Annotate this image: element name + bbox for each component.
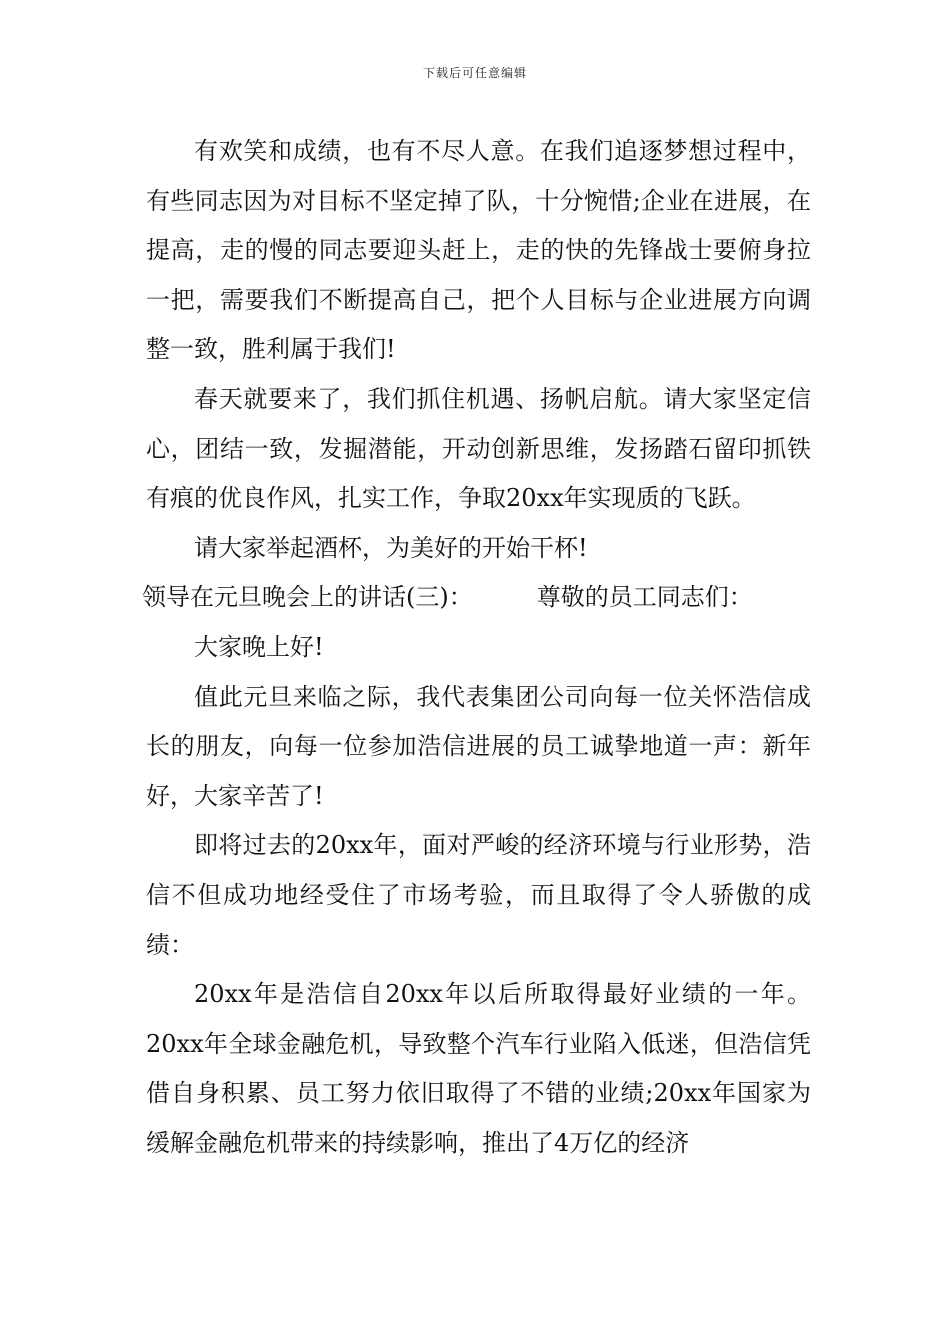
section-heading-line xyxy=(142,573,811,623)
paragraph: 有欢笑和成绩，也有不尽人意。在我们追逐梦想过程中，有些同志因为对目标不坚定掉了队，十分惋惜;企业在进展，在提高，走的慢的同志要迎头赶上，走的快的先锋战士要俯身拉一把，需要我们不断提高自己，把个人目标与企业进展方向调整一致，胜利属于我们! xyxy=(146,137,811,364)
section-title: 领导在元旦晚会上的讲话(三)： xyxy=(142,583,473,612)
paragraph: 20xx年是浩信自20xx年以后所取得最好业绩的一年。20xx年全球金融危机，导致整个汽车行业陷入低迷，但浩信凭借自身积累、员工努力依旧取得了不错的业绩;20xx年国家为缓解金融危机带来的持续影响，推出了4万亿的经济 xyxy=(146,980,811,1157)
paragraph: 请大家举起酒杯，为美好的开始干杯! xyxy=(194,533,588,562)
paragraph: 大家晚上好! xyxy=(194,632,324,661)
page-header: 下载后可任意编辑 xyxy=(422,66,527,80)
salutation: 尊敬的员工同志们： xyxy=(536,583,753,612)
paragraph: 值此元旦来临之际，我代表集团公司向每一位关怀浩信成长的朋友，向每一位参加浩信进展的员工诚挚地道一声：新年好，大家辛苦了! xyxy=(146,682,811,810)
paragraph: 即将过去的20xx年，面对严峻的经济环境与行业形势，浩信不但成功地经受住了市场考验，而且取得了令人骄傲的成绩： xyxy=(146,831,811,959)
paragraph: 春天就要来了，我们抓住机遇、扬帆启航。请大家坚定信心，团结一致，发掘潜能，开动创新思维，发扬踏石留印抓铁有痕的优良作风，扎实工作，争取20xx年实现质的飞跃。 xyxy=(146,384,811,513)
document-body xyxy=(142,127,811,1168)
